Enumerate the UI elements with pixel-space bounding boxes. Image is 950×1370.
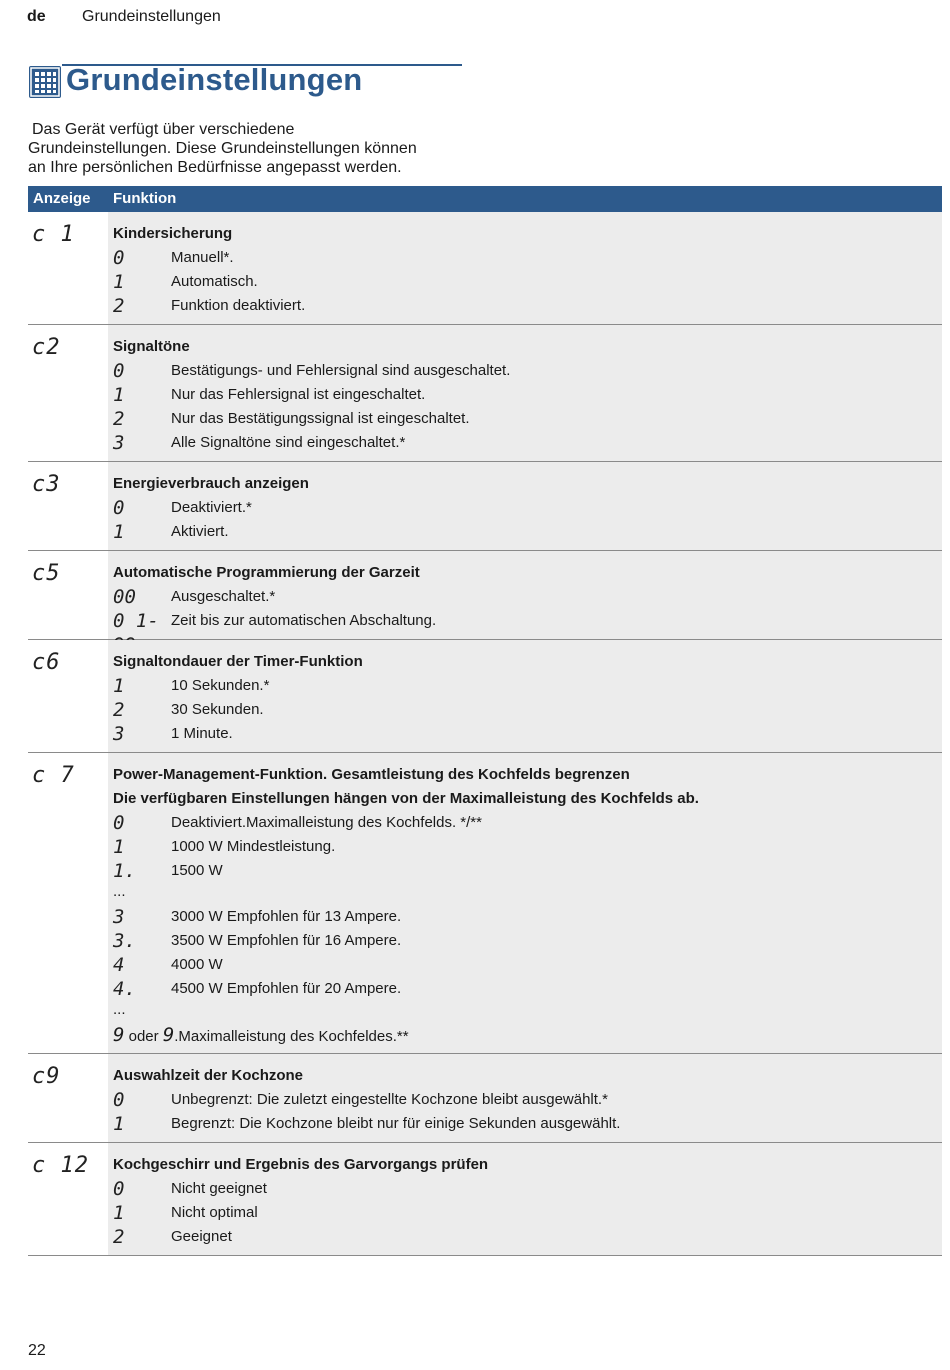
option-text: 3500 W Empfohlen für 16 Ampere. <box>171 932 402 949</box>
option-value: 1 <box>113 271 125 293</box>
display-code: c 7 <box>32 763 75 788</box>
option-text: Bestätigungs- und Fehlersignal sind ausgeschaltet. <box>171 362 511 379</box>
option-value: 3 <box>113 906 125 928</box>
option-row <box>113 722 942 746</box>
option-row <box>113 496 942 520</box>
display-code: c3 <box>32 472 61 497</box>
display-code: c2 <box>32 335 61 360</box>
option-text: Manuell*. <box>171 249 234 266</box>
intro-line: an Ihre persönlichen Bedürfnisse angepasst werden. <box>28 159 402 176</box>
function-cell <box>108 640 942 752</box>
option-value: 00 <box>113 586 136 608</box>
option-text: 4500 W Empfohlen für 20 Ampere. <box>171 980 402 997</box>
option-value: 0 <box>113 247 125 269</box>
table-row <box>28 640 942 753</box>
option-value: 0 <box>113 360 125 382</box>
option-value: 2 <box>113 699 125 721</box>
option-value: 9 <box>162 1024 175 1046</box>
option-value: 2 <box>113 408 125 430</box>
option-value: 1 <box>113 1202 125 1224</box>
option-value: 3 <box>113 432 125 454</box>
option-text: Nicht geeignet <box>171 1180 267 1197</box>
option-row <box>113 905 942 929</box>
option-text: Funktion deaktiviert. <box>171 297 306 314</box>
option-row <box>113 674 942 698</box>
option-text: Deaktiviert.Maximalleistung des Kochfelds. */** <box>171 814 482 831</box>
option-row <box>113 431 942 455</box>
option-text: Unbegrenzt: Die zuletzt eingestellte Kochzone bleibt ausgewählt.* <box>171 1091 608 1108</box>
option-value: 3. <box>113 930 136 952</box>
column-header-function: Funktion <box>113 190 177 207</box>
display-code-cell <box>28 462 108 550</box>
option-value: 1 <box>113 1113 125 1135</box>
display-code-cell <box>28 212 108 324</box>
table-row <box>28 462 942 551</box>
function-title: Kochgeschirr und Ergebnis des Garvorgangs prüfen <box>113 1156 489 1173</box>
display-code: c 12 <box>32 1153 89 1178</box>
table-row <box>28 212 942 325</box>
option-text: 3000 W Empfohlen für 13 Ampere. <box>171 908 402 925</box>
option-value: 1 <box>113 675 125 697</box>
option-value: 2 <box>113 295 125 317</box>
option-row <box>113 811 942 835</box>
option-text: Begrenzt: Die Kochzone bleibt nur für einige Sekunden ausgewählt. <box>171 1115 621 1132</box>
option-value: 9 <box>113 1024 125 1046</box>
table-row <box>28 1143 942 1256</box>
display-code: c 1 <box>32 222 75 247</box>
option-row <box>113 1112 942 1136</box>
option-value: 4. <box>113 978 136 1000</box>
option-value: 3 <box>113 723 125 745</box>
option-value: 4 <box>113 954 125 976</box>
table-row <box>28 325 942 462</box>
option-ellipsis <box>113 883 942 905</box>
option-value: 1 <box>113 384 125 406</box>
option-row <box>113 977 942 1001</box>
function-subtitle: Die verfügbaren Einstellungen hängen von der Maximalleistung des Kochfelds ab. <box>113 790 699 807</box>
option-value: 0 <box>113 1178 125 1200</box>
option-row <box>113 953 942 977</box>
option-value: 0 <box>113 812 125 834</box>
display-code-cell <box>28 325 108 461</box>
option-row <box>113 520 942 544</box>
option-ellipsis <box>113 1001 942 1023</box>
table-header <box>28 186 942 212</box>
option-text: 1500 W <box>171 862 223 879</box>
option-text: Alle Signaltöne sind eingeschaltet.* <box>171 434 406 451</box>
option-row <box>113 407 942 431</box>
option-text: Nur das Bestätigungssignal ist eingeschaltet. <box>171 410 470 427</box>
option-row <box>113 1201 942 1225</box>
function-title: Signaltöne <box>113 338 190 355</box>
option-text: Nur das Fehlersignal ist eingeschaltet. <box>171 386 426 403</box>
function-title: Signaltondauer der Timer-Funktion <box>113 653 363 670</box>
option-text: Deaktiviert.* <box>171 499 252 516</box>
option-text: 1 Minute. <box>171 725 233 742</box>
option-text: Automatisch. <box>171 273 258 290</box>
ellipsis-text: ... <box>113 1001 126 1018</box>
option-text: .Maximalleistung des Kochfeldes.** <box>174 1028 409 1045</box>
option-inline <box>113 1023 409 1049</box>
option-value: 0 1- <box>113 610 159 632</box>
option-value: 0 <box>113 1089 125 1111</box>
option-value: 1. <box>113 860 136 882</box>
option-text: 30 Sekunden. <box>171 701 264 718</box>
grid-settings-icon <box>29 66 61 98</box>
option-row <box>113 246 942 270</box>
option-row <box>113 383 942 407</box>
option-value: 1 <box>113 521 125 543</box>
option-text: Zeit bis zur automatischen Abschaltung. <box>171 612 437 629</box>
option-text: 1000 W Mindestleistung. <box>171 838 336 855</box>
function-title: Auswahlzeit der Kochzone <box>113 1067 304 1084</box>
table-body <box>28 212 942 1256</box>
function-title: Energieverbrauch anzeigen <box>113 475 309 492</box>
option-row <box>113 1023 942 1047</box>
option-row <box>113 270 942 294</box>
option-row <box>113 698 942 722</box>
display-code-cell <box>28 1054 108 1142</box>
option-value: 0 <box>113 497 125 519</box>
option-row <box>113 1225 942 1249</box>
option-text: 10 Sekunden.* <box>171 677 270 694</box>
header-section: Grundeinstellungen <box>82 8 221 25</box>
display-code: c6 <box>32 650 61 675</box>
display-code-cell <box>28 551 108 639</box>
option-row <box>113 609 942 633</box>
display-code-cell <box>28 1143 108 1255</box>
function-cell <box>108 753 942 1053</box>
option-row <box>113 359 942 383</box>
option-row <box>113 1177 942 1201</box>
table-row <box>28 1054 942 1143</box>
function-title: Automatische Programmierung der Garzeit <box>113 564 420 581</box>
option-row <box>113 835 942 859</box>
option-row <box>113 1088 942 1112</box>
display-code-cell <box>28 753 108 1053</box>
option-value: 1 <box>113 836 125 858</box>
function-cell <box>108 462 942 550</box>
function-title: Kindersicherung <box>113 225 233 242</box>
display-code: c9 <box>32 1064 61 1089</box>
function-cell <box>108 212 942 324</box>
page-number: 22 <box>28 1342 46 1359</box>
option-row <box>113 585 942 609</box>
display-code: c5 <box>32 561 61 586</box>
intro-paragraph <box>28 120 468 177</box>
function-title: Power-Management-Funktion. Gesamtleistung des Kochfelds begrenzen <box>113 766 630 783</box>
column-header-display: Anzeige <box>33 190 91 207</box>
settings-table <box>28 186 942 1256</box>
display-code-cell <box>28 640 108 752</box>
function-cell <box>108 325 942 461</box>
option-text: oder <box>124 1028 163 1045</box>
option-row <box>113 929 942 953</box>
option-row <box>113 859 942 883</box>
option-row <box>113 294 942 318</box>
intro-line: Grundeinstellungen. Diese Grundeinstellungen können <box>28 140 417 157</box>
option-text: Geeignet <box>171 1228 232 1245</box>
function-cell <box>108 1054 942 1142</box>
table-row <box>28 551 942 640</box>
option-text: Aktiviert. <box>171 523 229 540</box>
language-tag: de <box>27 8 46 25</box>
page-title: Grundeinstellungen <box>66 62 363 97</box>
option-value: 2 <box>113 1226 125 1248</box>
ellipsis-text: ... <box>113 883 126 900</box>
function-cell <box>108 1143 942 1255</box>
option-text: Nicht optimal <box>171 1204 258 1221</box>
running-header <box>27 8 221 26</box>
function-cell <box>108 551 942 639</box>
option-text: 4000 W <box>171 956 223 973</box>
table-row <box>28 753 942 1054</box>
intro-line: Das Gerät verfügt über verschiedene <box>32 121 295 138</box>
option-text: Ausgeschaltet.* <box>171 588 276 605</box>
